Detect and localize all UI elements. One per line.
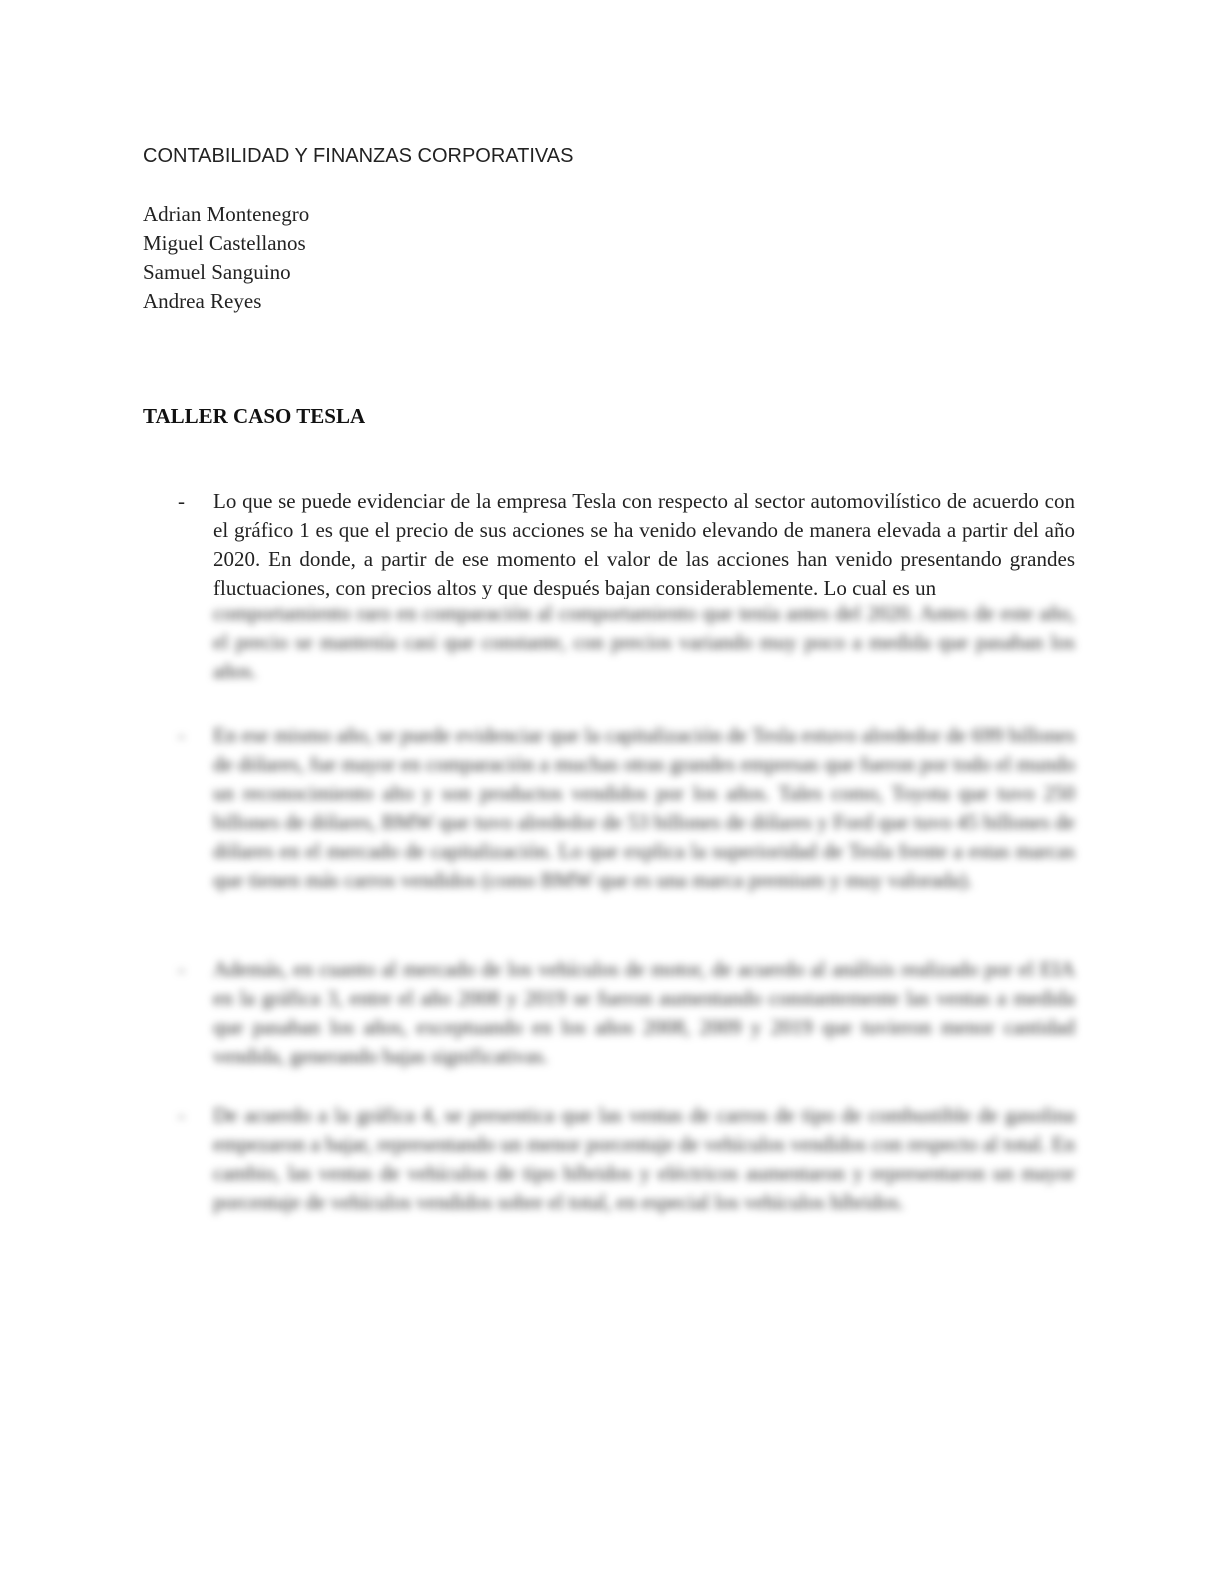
blurred-text: Además, en cuanto al mercado de los vehículos de motor, de acuerdo al análisis realizado por el EIA en la gráfica 3, entre el año 2008 y 2019 se fueron aumentando constantemente las ventas a medida que pasaban los años, exceptuando en los años 2008, 2009 y 2019 que tuvieron menor cantidad vendida, generando bajas significativas.	[213, 957, 1075, 1068]
blurred-text: En ese mismo año, se puede evidenciar que la capitalización de Tesla estuvo alrededor de 699 billones de dólares, fue mayor en comparación a muchas otras grandes empresas que fueron por todo el mundo un reconocimiento alto y son productos vendidos por los años. Tales como, Toyota que tuvo 250 billones de dólares, BMW que tuvo alrededor de 53 billones de dólares y Ford que tuvo 45 billones de dólares en el mercado de capitalización. Lo que explica la superioridad de Tesla frente a estas marcas que tienen más carros vendidos (como BMW que es una marca premium y muy valorada).	[213, 723, 1075, 892]
bullet-item	[143, 487, 1075, 691]
course-title: CONTABILIDAD Y FINANZAS CORPORATIVAS	[143, 145, 574, 167]
document-title: TALLER CASO TESLA	[143, 404, 366, 428]
author-name: Andrea Reyes	[143, 289, 262, 313]
bullet-text: Lo que se puede evidenciar de la empresa Tesla con respecto al sector automovilístico de acuerdo con el gráfico 1 es que el precio de sus acciones se ha venido elevando de manera elevada a partir del año 2020. En donde, a partir de ese momento el valor de las acciones han venido presentando grandes fluctuaciones, con precios altos y que después bajan considerablemente. Lo cual es un	[213, 489, 1075, 599]
blurred-text: comportamiento raro en comparación al comportamiento que tenía antes del 2020. Antes de este año, el precio se mantenía casi que constante, con precios variando muy poco a medida que pasaban los años.	[213, 601, 1075, 683]
bullet-item	[143, 955, 1075, 1071]
author-name: Adrian Montenegro	[143, 202, 310, 226]
author-name: Samuel Sanguino	[143, 260, 291, 284]
author-list	[143, 200, 309, 316]
bullet-list	[143, 487, 1075, 1246]
bullet-marker: -	[178, 489, 185, 513]
bullet-marker: -	[178, 957, 185, 981]
author-name: Miguel Castellanos	[143, 231, 306, 255]
blurred-text: De acuerdo a la gráfica 4, se presentica que las ventas de carros de tipo de combustible de gasolina empezaron a bajar, representando un menor porcentaje de vehículos vendidos con respecto al total. En cambio, las ventas de vehículos de tipo híbridos y eléctricos aumentaron y representaron un mayor porcentaje de vehículos vendidos sobre el total, en especial los vehículos híbridos.	[213, 1103, 1075, 1214]
bullet-item	[143, 721, 1075, 925]
bullet-item	[143, 1101, 1075, 1246]
bullet-marker: -	[178, 723, 185, 747]
bullet-marker: -	[178, 1103, 185, 1127]
